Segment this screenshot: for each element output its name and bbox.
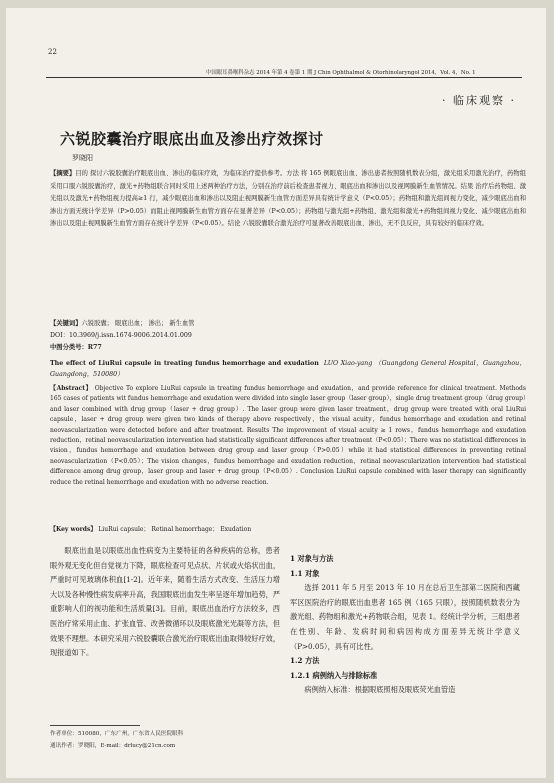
body-right-column: [290, 544, 520, 698]
classification: 中图分类号：R77: [50, 344, 102, 351]
heading-method: 1.2 方法: [290, 656, 320, 666]
subjects-paragraph: 选择 2011 年 5 月至 2013 年 10 月在总后卫生部第二医院和西藏军区医院治疗的眼底出血患者 165 例（165 只眼），按照随机数表分为激光组、药物组和激光+药物联合组，见表 1。经统计学分析，三组患者在性别、年龄、发病时间和病因构成方面差异无统计学意义（P>0.05），具有可比性。: [290, 583, 520, 651]
heading-methods: 1 对象与方法: [290, 554, 334, 563]
body-left-column: [50, 544, 280, 661]
abstract-cn: [50, 168, 526, 316]
footnote-unit: 作者单位：510080，广东广州，广东省人民医院眼科: [50, 731, 184, 737]
keywords-cn-label: 【关键词】: [50, 320, 82, 327]
heading-subjects: 1.1 对象: [290, 568, 320, 578]
author-name: 罗晓阳: [72, 154, 93, 162]
header-rule: [46, 77, 522, 78]
intro-paragraph: 眼底出血是以眼底出血性病变为主要特征的各种疾病的总称，患者眼外观无变化但自觉视力下降，眼底检查可见点状、片状或火焰状出血，严重时可见玻璃体积血[1-2]。近年来，随着生活方式改变、生活压力增大以及各种慢性病发病率升高，我国眼底出血发生率呈逐年增加趋势，严重影响人们的视功能和生活质量[3]。目前，眼底出血治疗方法较多，西医治疗常采用止血、扩张血管、改善微循环以及眼底激光光凝等方法，但效果不理想。本研究采用六锐胶囊联合激光治疗眼底出血取得较好疗效，现报道如下。: [50, 546, 281, 658]
criteria-paragraph: 病例纳入标准：根据眼底照相及眼底荧光血管造: [304, 685, 456, 695]
footnote-contact: 通讯作者：罗晓阳，E-mail：drlucy@21cn.com: [50, 743, 176, 749]
english-author: LUO Xiao-yang （Guangdong General Hospital，Guangzhou，Guangdong，510080）: [50, 360, 526, 378]
journal-page: [6, 8, 546, 778]
heading-criteria: 1.2.1 病例纳入与排除标准: [290, 670, 378, 680]
article-title: 六锐胶囊治疗眼底出血及渗出疗效探讨: [60, 130, 324, 148]
keywords-en-text: LiuRui capsule； Retinal hemorrhage； Exudation: [98, 526, 252, 533]
keywords-en-label: 【Key words】: [50, 526, 97, 533]
keywords-cn-text: 六锐胶囊； 眼底出血； 渗出； 新生血管: [81, 320, 195, 327]
english-title: The effect of LiuRui capsule in treating fundus hemorrhage and exudation: [50, 360, 319, 367]
english-title-block: [50, 358, 526, 380]
footnote-rule: [50, 725, 140, 726]
journal-header: 中国眼耳鼻喉科杂志 2014 年第 4 卷第 1 期 J Chin Ophthalmol & Otorhinolaryngol 2014，Vol. 4，No. 1: [206, 70, 476, 76]
page-number: 22: [48, 48, 57, 56]
abstract-en: [50, 384, 526, 542]
keywords-cn: [50, 318, 526, 331]
abstract-cn-label: 【摘要】: [50, 170, 76, 177]
doi: DOI：10.3969/j.issn.1674-9006.2014.01.009: [50, 332, 192, 339]
keywords-en: [50, 524, 526, 537]
abstract-cn-text: 目的 探讨六锐胶囊治疗眼底出血、渗出的临床疗效，为临床治疗提供参考。方法 将 165 例眼底出血、渗出患者按照随机数表分组，激光组采用激光治疗，药物组采用口服六锐胶囊治疗，激光+药物组联合同时采用上述两种治疗方法，分别在治疗前后检查患者视力、眼底出血和渗出以及视网膜新生血管情况。结果 治疗后药物组、激光组以及激光+药物组视力提高≥1 行，减少眼底出血和渗出以及阻止视网膜新生血管方面差异具有统计学意义（P<0.05）；药物组和激光组间视力变化，减少眼底出血和渗出方面无统计学差异（P>0.05）而阻止视网膜新生血管方面存在显著差异（P<0.05）；药物组与激光组+药物组、激光组和激光+药物组间视力变化、减少眼底出血和渗出以及阻止视网膜新生血管方面存在统计学差异（P<0.05）。结论 六锐胶囊联合激光治疗可显著改善眼底出血、渗出，无不良反应，具有较好的临床疗效。: [50, 170, 526, 227]
abstract-en-text: Objective To explore LiuRui capsule in treating fundus hemorrhage and exudation，and provide reference for clinical treatment. Methods 165 cases of patients wit fundus hemorrhage and exudation were divided into single laser group（laser group），single drug treatment group（drug group）and laser combined with drug group（laser + drug group）. The laser group were given laser treatment，drug group were treated with oral LiuRui capsule，laser + drug group were given two kinds of therapy above respectively，the visual acuity，fundus hemorrhage and exudation and retinal neovascularization were detected before and after treatment. Results The improvement of visual acuity ≥ 1 rows，fundus hemorrhage and exudation reduction，retinal neovascularization intervention had statistically significant differences after treatment（P<0.05）；There was no statistical differences in vision，fundus hemorrhage and exudation between drug group and laser group（P>0.05）while it had statistical differences in preventing retinal neovascularization（P<0.05）；The vision changes，fundus hemorrhage and exudation reduction，retinal neovascularization intervention had statistical difference among drug group，laser group and laser + drug group（P<0.05）. Conclusion LiuRui capsule combined with laser therapy can significantly reduce the retinal hemorrhage and exudation with no adverse reaction.: [50, 385, 526, 486]
abstract-en-label: 【Abstract】: [50, 385, 93, 392]
section-label: · 临床观察 ·: [442, 94, 516, 107]
